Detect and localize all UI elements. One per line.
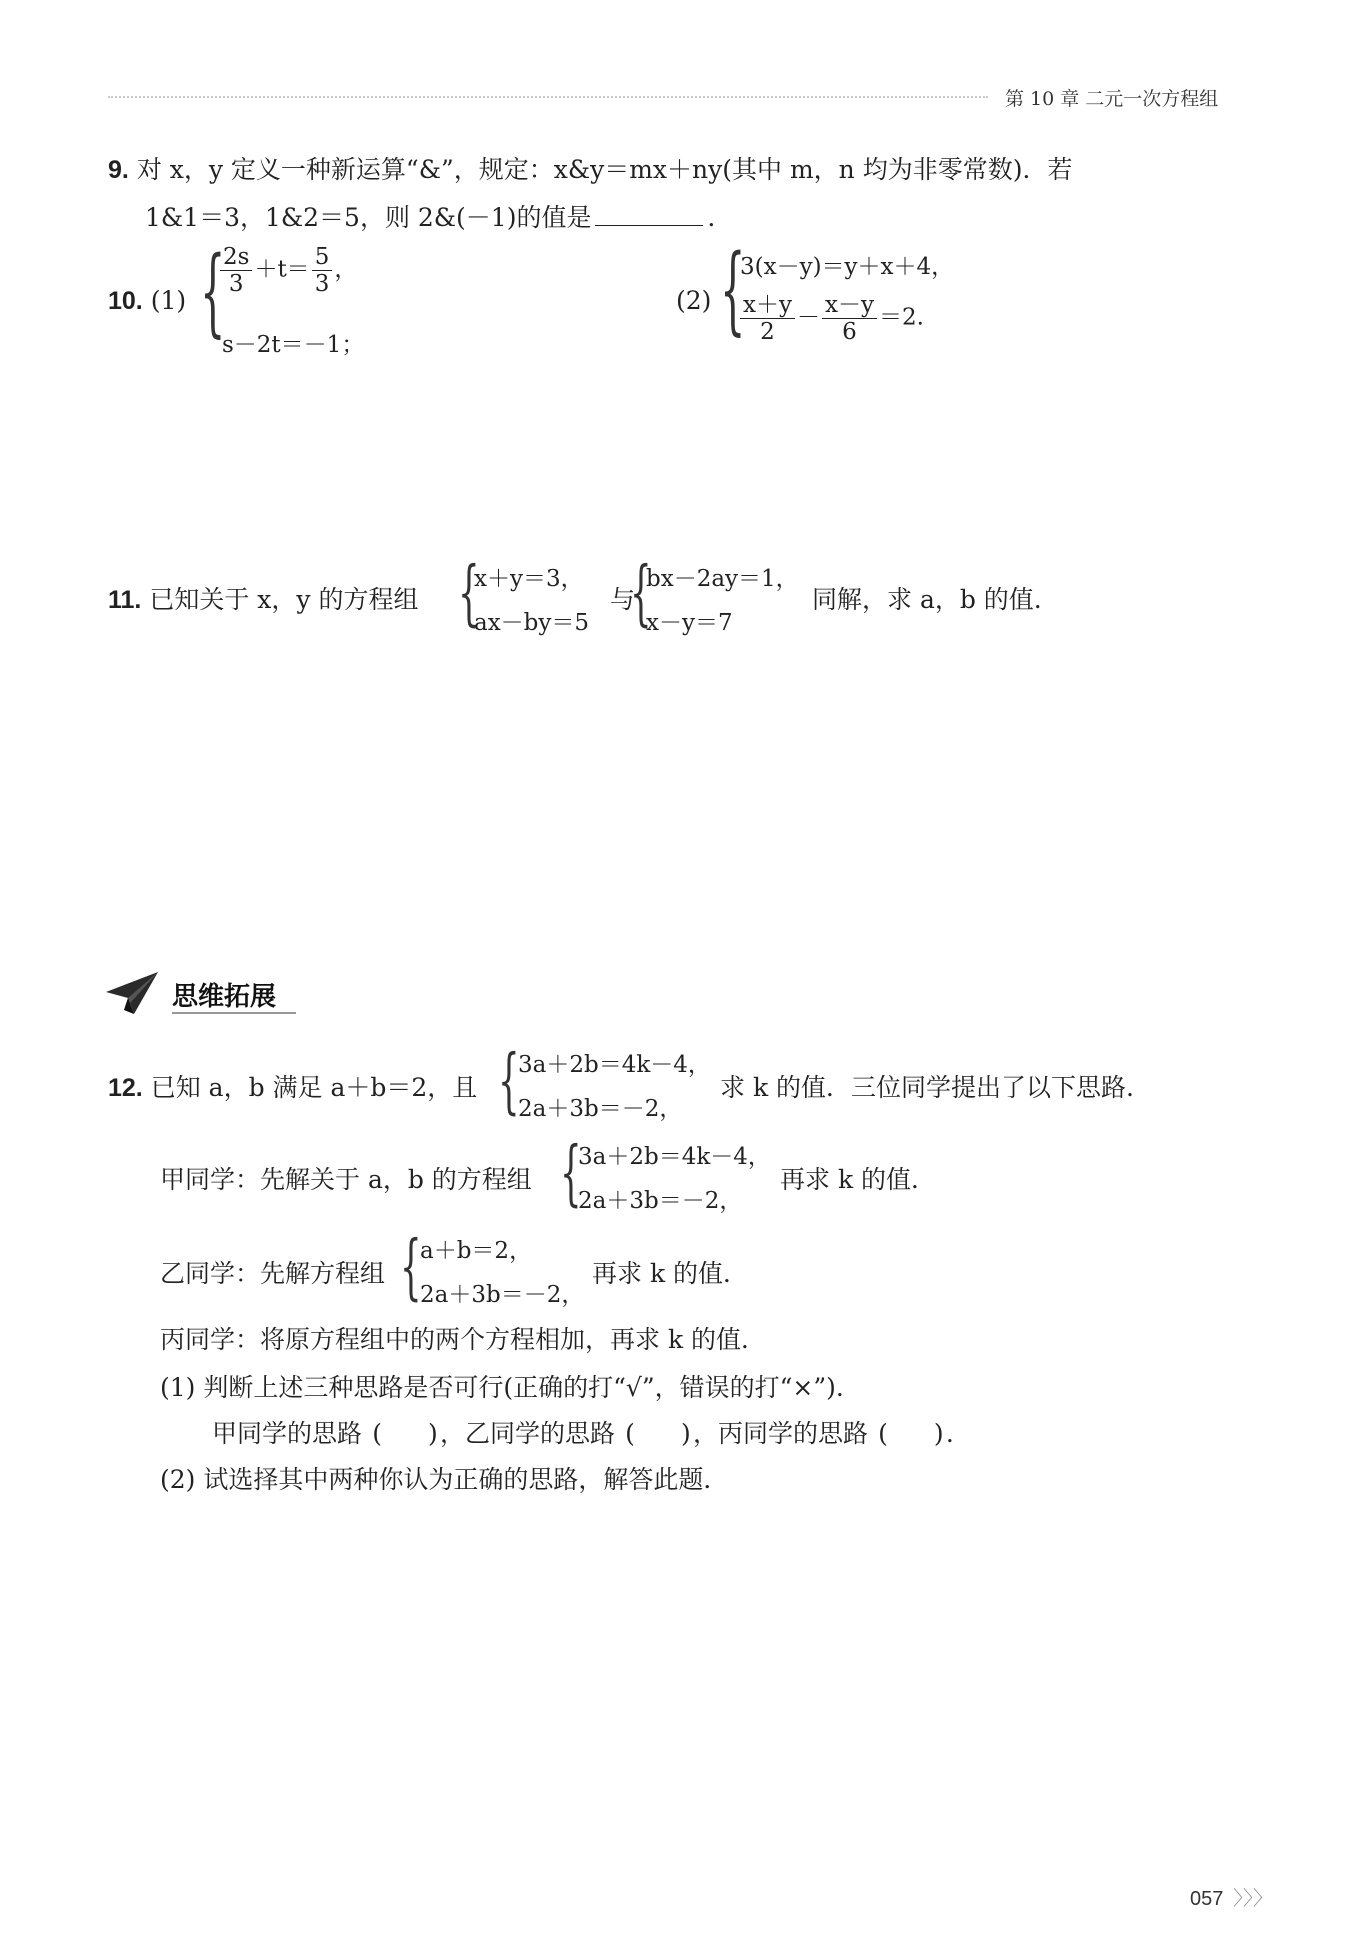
question-number: 12. — [108, 1074, 143, 1102]
question-12-text: 已知 a，b 满足 a＋b＝2，且 — [150, 1073, 478, 1102]
question-number: 9. — [108, 156, 129, 184]
brace-icon: { — [560, 1132, 582, 1216]
yi-answer-parens[interactable] — [623, 1419, 693, 1448]
fraction — [312, 244, 333, 297]
denominator: 3 — [228, 271, 244, 297]
answer-blank[interactable] — [595, 203, 703, 226]
section-title: 思维拓展 — [172, 981, 277, 1011]
system-2-eq2: x－y＝7 — [646, 610, 733, 636]
equation-text: － — [796, 304, 820, 331]
student-jia: 甲同学：先解关于 a，b 的方程组 — [160, 1165, 532, 1194]
equation-2 — [738, 292, 924, 345]
section-underline — [172, 1012, 296, 1014]
brace-icon: { — [458, 552, 480, 636]
header-rule — [108, 96, 988, 98]
system-1-eq1: x＋y＝3， — [474, 566, 584, 592]
jia-end: 再求 k 的值． — [780, 1165, 937, 1194]
yi-eq2: 2a＋3b＝－2， — [420, 1282, 585, 1308]
paren-open: ( — [372, 1419, 382, 1448]
judgement-row — [212, 1414, 954, 1450]
numerator: x－y — [822, 292, 877, 319]
question-11 — [108, 580, 418, 616]
paren-open: ( — [625, 1419, 635, 1448]
jia-eq1: 3a＋2b＝4k－4， — [578, 1144, 771, 1170]
sub-question-1: (1) 判断上述三种思路是否可行(正确的打“√”，错误的打“×”). — [160, 1373, 844, 1402]
sub-question-2: (2) 试选择其中两种你认为正确的思路，解答此题． — [160, 1465, 729, 1494]
system-1-eq2: ax－by＝5 — [474, 610, 590, 636]
page-number — [1190, 1882, 1273, 1911]
denominator: 2 — [760, 319, 775, 345]
fraction — [822, 292, 877, 345]
page-number-text: 057 — [1190, 1888, 1224, 1910]
question-9-end: ． — [707, 203, 733, 232]
yi-eq1: a＋b＝2， — [420, 1238, 533, 1264]
chapter-title: 第 10 章 二元一次方程组 — [1005, 88, 1219, 110]
paren-close: ) — [427, 1419, 438, 1448]
question-9-line1: 对 x，y 定义一种新运算“&”，规定：x&y＝mx＋ny(其中 m，n 均为非零常数)．若 — [136, 155, 1073, 184]
yi-end: 再求 k 的值． — [592, 1259, 749, 1288]
part-2-label: (2) — [676, 286, 712, 315]
fraction — [220, 244, 252, 297]
student-bing: 丙同学：将原方程组中的两个方程相加，再求 k 的值． — [160, 1325, 767, 1354]
numerator: 5 — [312, 244, 333, 271]
question-12-end: 求 k 的值．三位同学提出了以下思路. — [720, 1073, 1134, 1102]
part-1-label: (1) — [150, 286, 187, 315]
paren-open: ( — [878, 1419, 888, 1448]
fraction — [740, 292, 795, 345]
equation-text: ＋t＝ — [254, 256, 310, 283]
brace-icon: { — [200, 238, 226, 349]
equation-2: s－2t＝－1； — [222, 332, 365, 358]
bing-answer-parens[interactable] — [876, 1419, 946, 1448]
question-12 — [108, 1068, 477, 1104]
system-eq2: 2a＋3b＝－2， — [518, 1096, 683, 1122]
question-9-text: 1&1＝3，1&2＝5，则 2&(－1)的值是 — [145, 203, 592, 232]
equation-text: ， — [334, 256, 358, 283]
question-number: 11. — [108, 586, 142, 614]
jia-eq2: 2a＋3b＝－2， — [578, 1188, 743, 1214]
bing-approach-label: ，丙同学的思路 — [692, 1419, 868, 1448]
brace-icon: { — [720, 236, 746, 347]
question-9 — [108, 150, 1072, 186]
paper-plane-icon — [104, 970, 160, 1024]
question-11-mid: 与 — [610, 585, 636, 614]
question-11-text: 已知关于 x，y 的方程组 — [149, 585, 419, 614]
question-10-header — [108, 286, 186, 316]
denominator: 3 — [314, 271, 330, 297]
jia-approach-label: 甲同学的思路 — [212, 1419, 363, 1448]
question-11-end: 同解，求 a，b 的值. — [812, 585, 1042, 614]
yi-approach-label: ，乙同学的思路 — [439, 1419, 615, 1448]
denominator: 6 — [842, 319, 857, 345]
question-9-line2 — [145, 198, 732, 234]
question-number: 10. — [108, 287, 143, 315]
student-yi: 乙同学：先解方程组 — [160, 1259, 386, 1288]
equation-text: ＝2. — [878, 304, 924, 331]
numerator: 2s — [220, 244, 252, 271]
system-eq1: 3a＋2b＝4k－4， — [518, 1052, 711, 1078]
paren-close: ) — [933, 1419, 944, 1448]
jia-answer-parens[interactable] — [370, 1419, 440, 1448]
chevron-right-icon: 〉〉〉 — [1232, 1888, 1273, 1910]
brace-icon: { — [400, 1226, 422, 1310]
brace-icon: { — [630, 552, 652, 636]
equation-1 — [218, 244, 357, 297]
numerator: x＋y — [740, 292, 795, 319]
system-2-eq1: bx－2ay＝1， — [646, 566, 799, 592]
equation-1: 3(x－y)＝y＋x＋4， — [740, 254, 955, 280]
paren-close: ) — [680, 1419, 691, 1448]
sub1-end: . — [945, 1419, 954, 1448]
brace-icon: { — [498, 1040, 520, 1124]
